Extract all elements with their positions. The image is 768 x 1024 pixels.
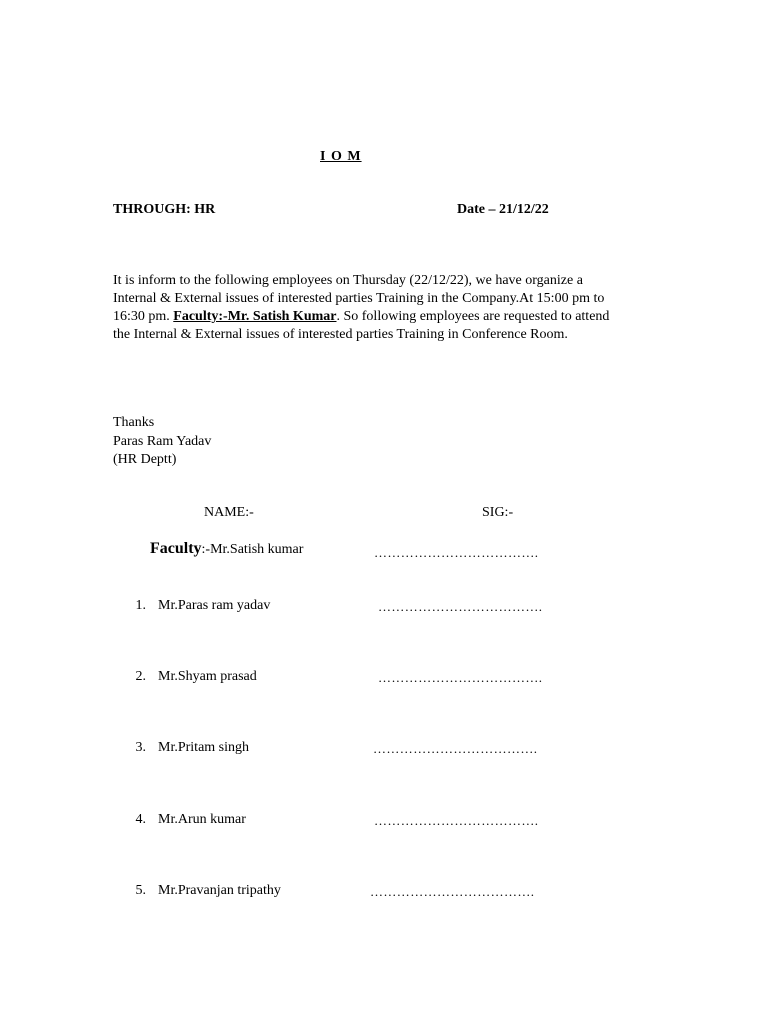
employee-number: 3.	[135, 740, 146, 755]
faculty-label: Faculty	[150, 540, 202, 557]
memo-title: I O M	[320, 149, 362, 164]
faculty-signature-line: ……………………………….	[374, 545, 539, 560]
employee-name: Mr.Arun kumar	[158, 812, 246, 827]
employee-number: 5.	[135, 883, 146, 898]
memo-body	[113, 272, 673, 344]
signature-line: ……………………………….	[373, 741, 538, 756]
faculty-name: :-Mr.Satish kumar	[201, 542, 304, 557]
name-column-header: NAME:-	[204, 505, 254, 520]
employee-name: Mr.Shyam prasad	[158, 669, 257, 684]
through-field: THROUGH: HR	[113, 202, 216, 217]
faculty-row	[150, 540, 303, 559]
body-line-4: the Internal & External issues of interested parties Training in Conference Room.	[113, 327, 568, 342]
employee-number: 4.	[135, 812, 146, 827]
closing-thanks: Thanks	[113, 415, 155, 430]
date-field: Date – 21/12/22	[457, 202, 549, 217]
signature-line: ……………………………….	[374, 813, 539, 828]
body-line-1: It is inform to the following employees on Thursday (22/12/22), we have organize a	[113, 273, 583, 288]
signature-line: ……………………………….	[378, 670, 543, 685]
employee-name: Mr.Pritam singh	[158, 740, 250, 755]
closing-dept: (HR Deptt)	[113, 452, 177, 467]
employee-name: Mr.Paras ram yadav	[158, 598, 271, 613]
body-line-3-pre: 16:30 pm.	[113, 309, 174, 324]
employee-name: Mr.Pravanjan tripathy	[158, 883, 281, 898]
body-line-3	[113, 308, 673, 326]
closing-block	[113, 414, 211, 470]
faculty-highlight: Faculty:-Mr. Satish Kumar	[173, 309, 337, 324]
signature-line: ……………………………….	[370, 884, 535, 899]
signature-line: ……………………………….	[378, 599, 543, 614]
body-line-3-post: . So following employees are requested to attend	[336, 309, 610, 324]
closing-name: Paras Ram Yadav	[113, 433, 212, 449]
employee-number: 2.	[135, 669, 146, 684]
body-line-2: Internal & External issues of interested parties Training in the Company.At 15:00 pm to	[113, 291, 605, 306]
sig-column-header: SIG:-	[482, 505, 514, 520]
employee-number: 1.	[135, 598, 146, 613]
